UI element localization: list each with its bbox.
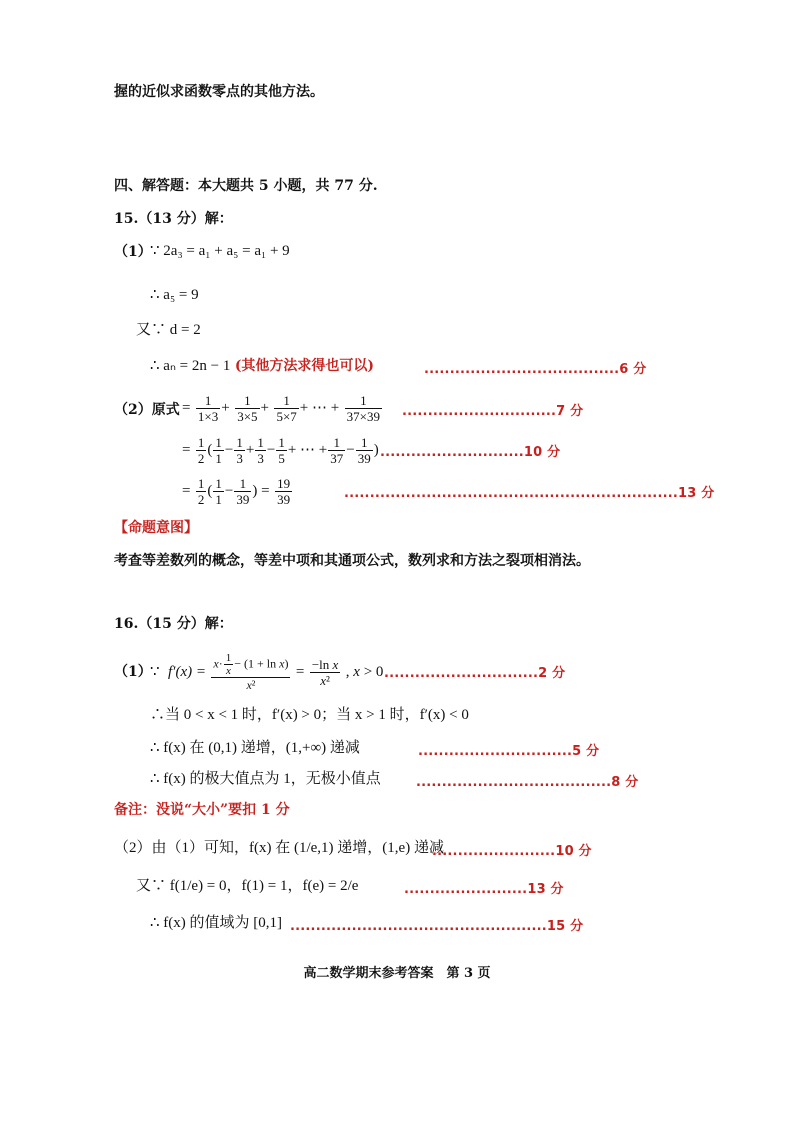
q16-part1-label: （1） — [114, 664, 152, 680]
page-footer: 高二数学期末参考答案 第 3 页 — [303, 966, 491, 981]
q15-sum-expr: = $\frac{1}{1\times 3}$ + $\frac{1}{3\times 5}$ + $\frac{1}{5\times 7}$ + ⋯ + $\frac{1}{37\times 39}$ — [182, 392, 381, 424]
q16-score-8: ......................................8 分 — [416, 775, 639, 790]
q15-score-13: .................................................................13 分 — [344, 486, 715, 501]
q16-score-13: ........................13 分 — [404, 882, 564, 897]
q15-line1: ∵ 2a₃ = a₁ + a₅ = a₁ + 9 — [150, 243, 290, 259]
q15-an-formula: ∴ aₙ = 2n − 1 — [150, 358, 231, 374]
q16-score-5: ..............................5 分 — [418, 744, 600, 759]
q16-part2-line: （2）由（1）可知，f(x) 在 (1/e,1) 递增，(1,e) 递减 — [114, 840, 444, 856]
q15-part2-label: （2）原式 — [114, 402, 180, 418]
intent-text: 考查等差数列的概念，等差中项和其通项公式，数列求和方法之裂项相消法。 — [114, 553, 590, 569]
q16-remark: 备注：没说“大小”要扣 1 分 — [114, 802, 290, 818]
q15-score-6: ......................................6 分 — [424, 362, 647, 377]
q15-result: = $\frac{1}{2}$ ( $\frac{1}{1}$ − $\frac{1}{39}$ ) = $\frac{19}{39}$ — [182, 475, 291, 507]
q16-increasing: ∴ f(x) 在 (0,1) 递增，(1,+∞) 递减 — [150, 740, 360, 756]
q15-line3: 又∵ d = 2 — [136, 322, 201, 338]
intro-text: 握的近似求函数零点的其他方法。 — [114, 84, 324, 100]
q16-score-10: ........................10 分 — [432, 844, 592, 859]
q16-range: ∴ f(x) 的值域为 [0,1] — [150, 915, 283, 931]
q16-score-15: ..................................................15 分 — [290, 919, 584, 934]
q16-header: 16.（15 分）解： — [114, 616, 233, 632]
q16-score-2: ..............................2 分 — [384, 666, 566, 681]
q15-header: 15.（13 分）解： — [114, 211, 233, 227]
q15-part1-label: （1） — [114, 244, 152, 260]
q16-values: 又∵ f(1/e) = 0，f(1) = 1，f(e) = 2/e — [136, 878, 359, 894]
q16-max-point: ∴ f(x) 的极大值点为 1，无极小值点 — [150, 771, 381, 787]
q15-line4 — [150, 356, 374, 376]
section-heading: 四、解答题：本大题共 5 小题，共 77 分. — [114, 178, 378, 194]
intent-heading: 【命题意图】 — [114, 520, 198, 536]
q15-line2: ∴ a₅ = 9 — [150, 287, 199, 303]
q15-score-10: ............................10 分 — [380, 445, 561, 460]
q15-telescoping: = $\frac{1}{2}$ ( $\frac{1}{1}$ − $\frac{1}{3}$ + $\frac{1}{3}$ − $\frac{1}{5}$ + ⋯ + $\frac{1}{37}$ − $\frac{1}{39}$ ) — [182, 434, 379, 466]
q16-monotonic: ∴当 0 < x < 1 时，f′(x) > 0；当 x > 1 时，f′(x) < 0 — [150, 707, 469, 723]
q15-score-7: ..............................7 分 — [402, 404, 584, 419]
q16-derivative: ∵ f′(x) = x· $\frac{1}{x}$ − (1 + ln x) x² = $\frac{\text{−ln x}}{\text{x²}}$ , x > 0 — [150, 651, 384, 692]
q15-method-note: (其他方法求得也可以) — [234, 358, 375, 374]
